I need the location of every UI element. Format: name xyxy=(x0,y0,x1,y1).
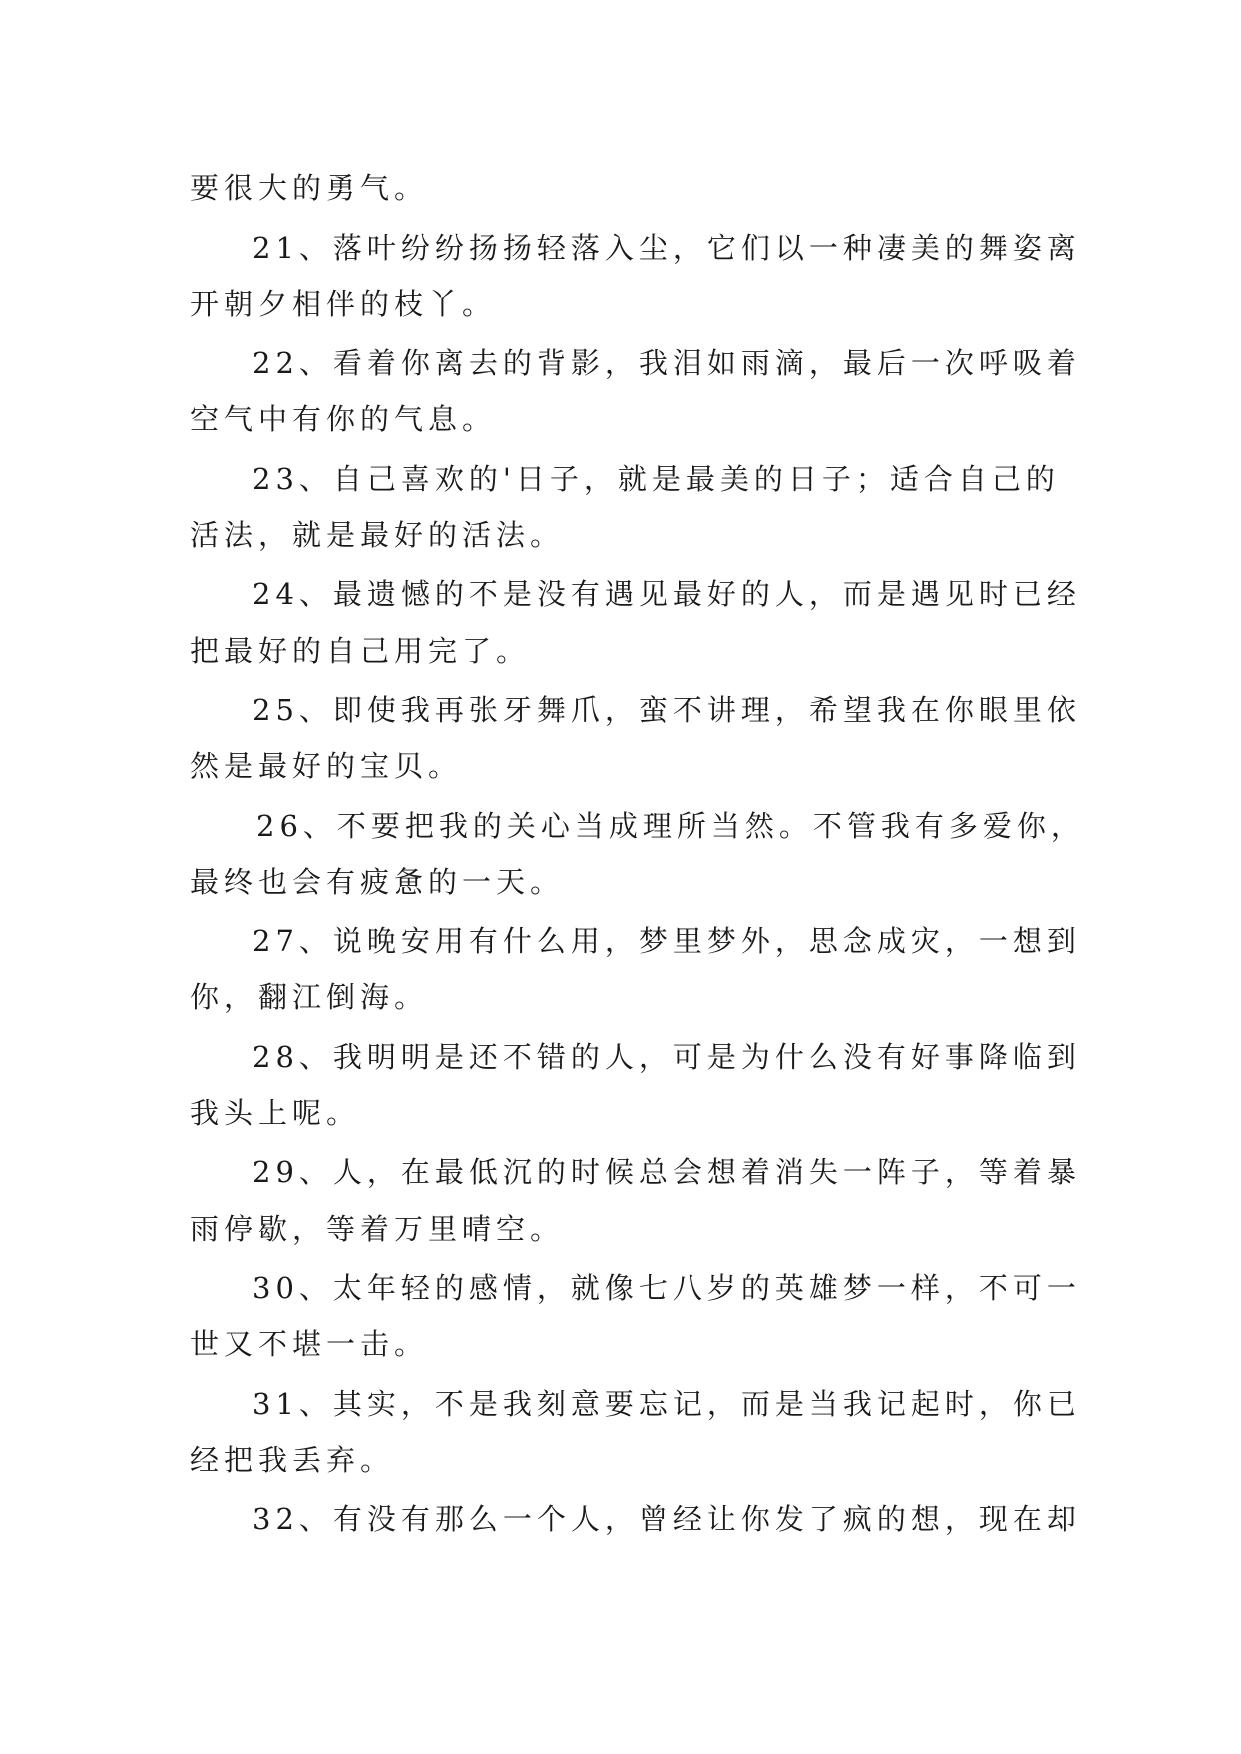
text-line: 30、太年轻的感情，就像七八岁的英雄梦一样，不可一 xyxy=(252,1271,1081,1305)
text-line: 你，翻江倒海。 xyxy=(190,980,429,1014)
text-line: 24、最遗憾的不是没有遇见最好的人，而是遇见时已经 xyxy=(252,577,1081,611)
text-line: 23、自己喜欢的'日子，就是最美的日子；适合自己的 xyxy=(252,462,1060,496)
text-line: 26、不要把我的关心当成理所当然。不管我有多爱你， xyxy=(256,809,1085,843)
text-line: 世又不堪一击。 xyxy=(190,1327,429,1361)
text-line: 雨停歇，等着万里晴空。 xyxy=(190,1212,565,1246)
text-line: 31、其实，不是我刻意要忘记，而是当我记起时，你已 xyxy=(252,1387,1081,1421)
text-line: 空气中有你的气息。 xyxy=(190,402,497,436)
text-line: 要很大的勇气。 xyxy=(190,171,429,205)
text-line: 活法，就是最好的活法。 xyxy=(190,518,565,552)
text-line: 然是最好的宝贝。 xyxy=(190,749,463,783)
text-line: 最终也会有疲惫的一天。 xyxy=(190,865,565,899)
text-line: 29、人，在最低沉的时候总会想着消失一阵子，等着暴 xyxy=(252,1155,1081,1189)
text-line: 27、说晚安用有什么用，梦里梦外，思念成灾，一想到 xyxy=(252,924,1081,958)
text-line: 25、即使我再张牙舞爪，蛮不讲理，希望我在你眼里依 xyxy=(252,693,1081,727)
text-line: 21、落叶纷纷扬扬轻落入尘，它们以一种凄美的舞姿离 xyxy=(252,231,1081,265)
text-line: 28、我明明是还不错的人，可是为什么没有好事降临到 xyxy=(252,1040,1081,1074)
text-line: 32、有没有那么一个人，曾经让你发了疯的想，现在却 xyxy=(252,1502,1081,1536)
text-line: 22、看着你离去的背影，我泪如雨滴，最后一次呼吸着 xyxy=(252,346,1081,380)
text-line: 把最好的自己用完了。 xyxy=(190,634,531,668)
text-line: 开朝夕相伴的枝丫。 xyxy=(190,287,497,321)
text-line: 我头上呢。 xyxy=(190,1096,361,1130)
text-line: 经把我丢弃。 xyxy=(190,1443,395,1477)
